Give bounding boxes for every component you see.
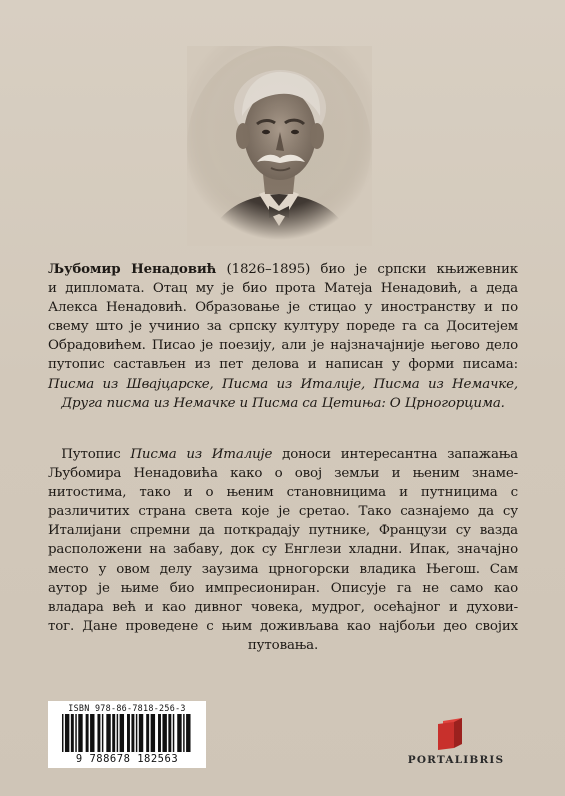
bio-line: и дипломата. Отац му је био прота Матеја Ненадовић, а деда: [48, 281, 518, 297]
desc-line: Путопис Писма из Италије доноси интересантна запажања: [61, 447, 518, 462]
author-portrait: [187, 46, 372, 246]
desc-line: владара већ и као дивног човека, мудрог, осећајног и духови-: [48, 599, 518, 615]
isbn-number: 9 788678 182563: [75, 753, 179, 765]
barcode-bar: [151, 714, 155, 752]
desc-line: место у овом делу заузима црногорски владика Његош. Сам: [48, 561, 518, 577]
barcode-bar: [186, 714, 190, 752]
barcode-bar: [65, 714, 69, 752]
barcode-bar: [71, 714, 74, 752]
desc-line: нитостима, тако и о њеним становницима и путницима с: [48, 485, 518, 501]
barcode-bar: [117, 714, 118, 752]
barcode-bar: [97, 714, 100, 752]
barcode-bar: [131, 714, 134, 752]
barcode: [60, 714, 194, 754]
desc-line: тог. Дане проведене с њим доживљава као најбољи део својих: [48, 618, 518, 634]
desc-line: Љубомира Ненадовића како о овој земљи и њеним знаме-: [48, 466, 518, 482]
desc-line: Италијани спремни да поткрадају путнике, Французи су вазда: [48, 523, 518, 539]
publisher-logo-icon: [434, 717, 470, 755]
barcode-bar: [78, 714, 82, 752]
bio-line-titles: Друга писма из Немачке и Писма са Цетиња: О Црногорцима.: [61, 395, 505, 411]
book-description: [48, 445, 518, 655]
bio-line: Алекса Ненадовић. Образовање је стицао у иностранству и по: [48, 300, 518, 316]
barcode-bar: [120, 714, 124, 752]
publisher-name: PORTALIBRIS: [407, 754, 505, 766]
barcode-bar: [183, 714, 184, 752]
bio-line: Љубомир Ненадовић (1826–1895) био је српски књижевник: [48, 261, 518, 277]
barcode-bar: [173, 714, 174, 752]
barcode-bar: [158, 714, 161, 752]
barcode-bar: [75, 714, 76, 752]
barcode-bar: [139, 714, 143, 752]
book-title: Писма из Италије: [130, 447, 273, 462]
barcode-bar: [168, 714, 171, 752]
bio-line: свему што је учинио за српску културу пореде га са Доситејем: [48, 319, 518, 335]
barcode-bar: [106, 714, 110, 752]
isbn-label: ISBN 978-86-7818-256-3: [68, 703, 186, 713]
barcode-bar: [112, 714, 115, 752]
barcode-bar: [86, 714, 89, 752]
bio-line-titles: Писма из Швајцарске, Писма из Италије, Писма из Немачке,: [48, 376, 518, 392]
desc-line-last: путовања.: [247, 637, 319, 653]
barcode-bar: [162, 714, 166, 752]
barcode-bar: [146, 714, 149, 752]
barcode-bar: [102, 714, 103, 752]
barcode-bar: [127, 714, 130, 752]
isbn-barcode: [48, 701, 206, 768]
author-name: Љубомир Ненадовић: [48, 261, 217, 277]
author-biography: [48, 260, 518, 413]
barcode-bar: [90, 714, 94, 752]
bio-line: Обрадовићем. Писао је поезију, али је најзначајније његово дело: [48, 338, 518, 354]
desc-line: расположени на забаву, док су Енглези хладни. Ипак, значајно: [48, 542, 518, 558]
barcode-bar: [136, 714, 137, 752]
desc-line: аутор је њиме био импресиониран. Описује га не само као: [48, 580, 518, 596]
bio-line: путопис састављен из пет делова и написан у форми писама:: [48, 357, 518, 373]
desc-line: различитих страна света које је сретао. Тако сазнајемо да су: [48, 504, 518, 520]
barcode-bar: [62, 714, 63, 752]
barcode-bar: [177, 714, 181, 752]
